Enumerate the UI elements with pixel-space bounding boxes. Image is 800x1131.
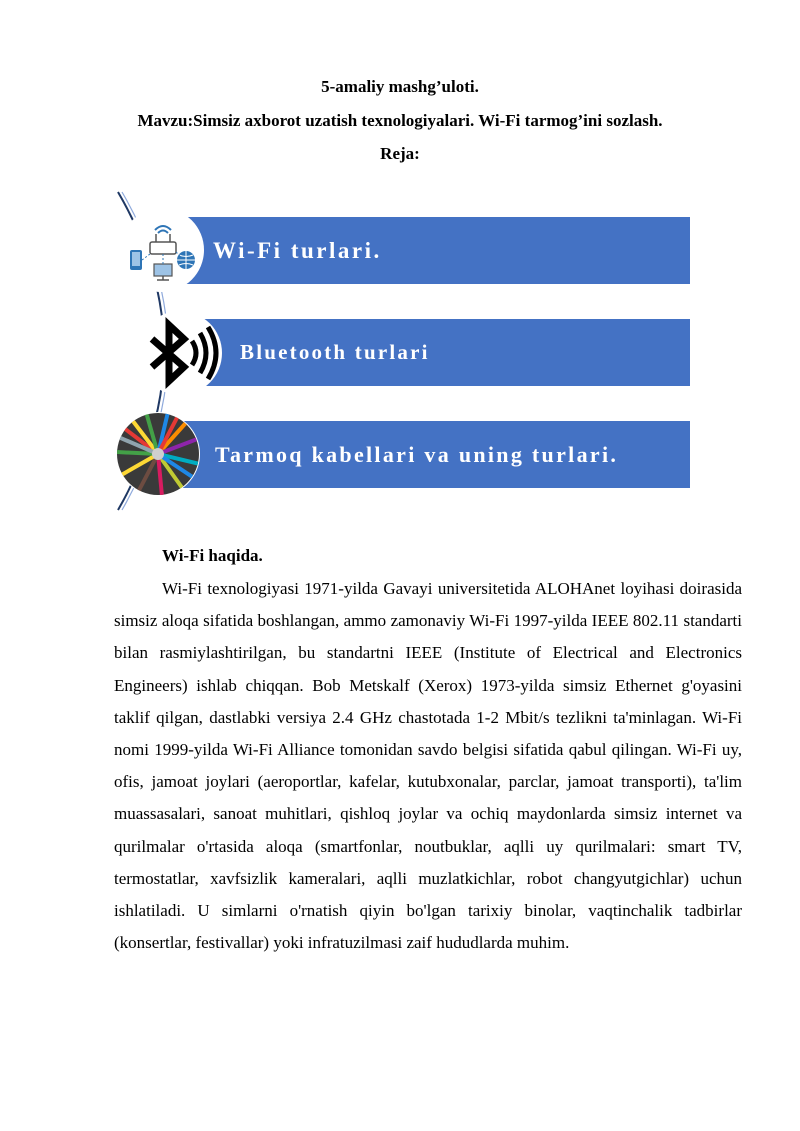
body-paragraph: Wi-Fi texnologiyasi 1971-yilda Gavayi universitetida ALOHAnet loyihasi doirasida simsiz aloqa sifatida boshlangan, ammo zamonaviy Wi-Fi 1997-yilda IEEE 802.11 standarti bilan rasmiylashtirilgan, bu standartni IEEE (Institute of Electrical and Electronics Engineers) ishlab chiqqan. Bob Metskalf (Xerox) 1973-yilda simsiz Ethernet g'oyasini taklif qilgan, dastlabki versiya 2.4 GHz chastotada 1-2 Mbit/s tezlikni ta'minlagan. Wi-Fi nomi 1999-yilda Wi-Fi Alliance tomonidan savdo belgisi sifatida qabul qilingan. Wi-Fi uy, ofis, jamoat joylari (aeroportlar, kafelar, kutubxonalar, parclar, jamoat transporti), ta'lim muassasalari, sanoat muhitlari, qishloq joylar va ochiq maydonlarda simsiz internet va qurilmalar o'rtasida aloqa (smartfonlar, noutbuklar, aqlli uy qurilmalari: smart TV, termostatlar, xavfsizlik kameralari, aqlli muzlatkichlar, robot changyutgichlar) uchun ishlatiladi. U simlarni o'rnatish qiyin bo'lgan tarixiy binolar, vaqtinchalik tadbirlar (konsertlar, festivallar) yoki infratuzilmasi zaif hududlarda muhim. [114, 579, 742, 953]
topic-title: Mavzu:Simsiz axborot uzatish texnologiyalari. Wi-Fi tarmog’ini sozlash. [137, 111, 663, 130]
plan-item-label: Wi-Fi turlari. [213, 238, 382, 263]
plan-diagram [110, 180, 700, 520]
network-cables-icon [116, 412, 200, 496]
practical-number: 5-amaliy mashg’uloti. [321, 77, 479, 96]
wifi-network-icon [120, 208, 204, 292]
bluetooth-icon [138, 311, 222, 395]
plan-heading: Reja: [380, 144, 420, 163]
plan-item-bluetooth [200, 319, 690, 386]
plan-item-label: Bluetooth turlari [240, 340, 430, 364]
section-heading: Wi-Fi haqida. [162, 546, 263, 565]
plan-item-label: Tarmoq kabellari va uning turlari. [215, 442, 619, 467]
plan-item-cables [180, 421, 690, 488]
plan-item-wifi [180, 217, 690, 284]
